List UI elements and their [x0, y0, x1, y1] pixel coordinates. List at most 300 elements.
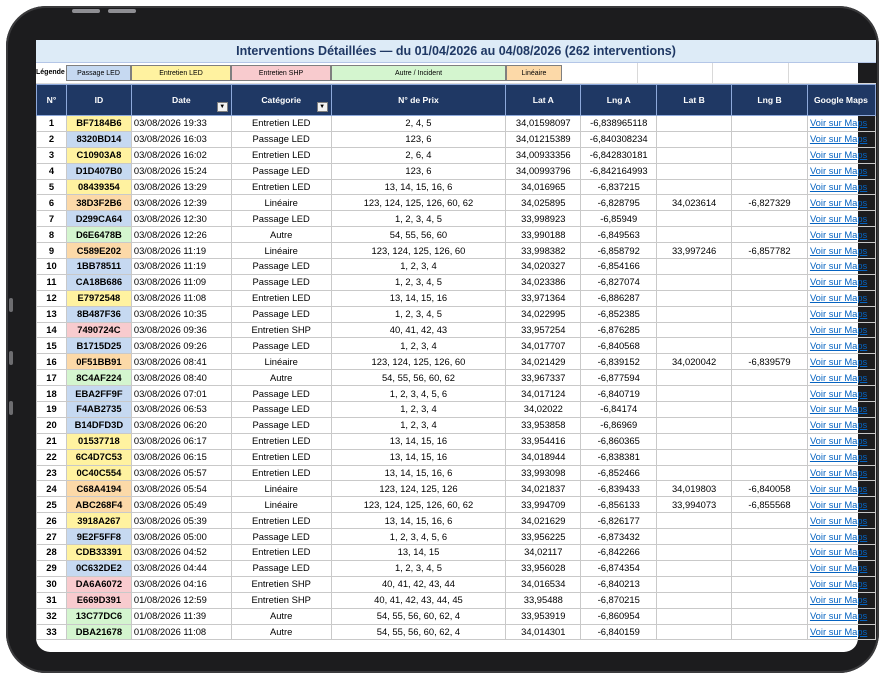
intervention-id[interactable]: 01537718 [66, 433, 131, 449]
date-cell[interactable]: 03/08/2026 09:26 [131, 338, 231, 354]
google-maps-link[interactable]: Voir sur Maps [807, 306, 875, 322]
prix-cell[interactable]: 1, 2, 3, 4, 5 [331, 560, 506, 576]
date-cell[interactable]: 01/08/2026 11:08 [131, 624, 231, 640]
lat-b-cell[interactable]: 34,023614 [657, 195, 732, 211]
date-cell[interactable]: 03/08/2026 16:02 [131, 147, 231, 163]
lng-a-cell[interactable]: -6,842164993 [581, 163, 657, 179]
intervention-id[interactable]: DA6A6072 [66, 576, 131, 592]
lat-b-cell[interactable] [657, 433, 732, 449]
date-cell[interactable]: 03/08/2026 11:08 [131, 290, 231, 306]
lng-b-cell[interactable]: -6,855568 [732, 497, 808, 513]
intervention-id[interactable]: 3918A267 [66, 513, 131, 529]
intervention-id[interactable]: 9E2F5FF8 [66, 529, 131, 545]
row-number[interactable]: 4 [37, 163, 67, 179]
filter-dropdown-icon[interactable]: ▼ [217, 102, 228, 112]
intervention-id[interactable]: D6E6478B [66, 227, 131, 243]
category-cell[interactable]: Entretien SHP [231, 576, 331, 592]
category-cell[interactable]: Passage LED [231, 560, 331, 576]
google-maps-link[interactable]: Voir sur Maps [807, 592, 875, 608]
prix-cell[interactable]: 123, 124, 125, 126 [331, 481, 506, 497]
category-cell[interactable]: Autre [231, 624, 331, 640]
lng-b-cell[interactable]: -6,840058 [732, 481, 808, 497]
row-number[interactable]: 19 [37, 402, 67, 418]
google-maps-link[interactable]: Voir sur Maps [807, 211, 875, 227]
prix-cell[interactable]: 1, 2, 3, 4 [331, 338, 506, 354]
intervention-id[interactable]: CDB33391 [66, 545, 131, 561]
category-cell[interactable]: Entretien LED [231, 116, 331, 132]
lng-b-cell[interactable] [732, 179, 808, 195]
lng-b-cell[interactable] [732, 290, 808, 306]
category-cell[interactable]: Passage LED [231, 386, 331, 402]
row-number[interactable]: 25 [37, 497, 67, 513]
lat-a-cell[interactable]: 34,017707 [506, 338, 581, 354]
category-cell[interactable]: Passage LED [231, 402, 331, 418]
row-number[interactable]: 28 [37, 545, 67, 561]
google-maps-link[interactable]: Voir sur Maps [807, 560, 875, 576]
lat-a-cell[interactable]: 33,990188 [506, 227, 581, 243]
lat-b-cell[interactable] [657, 259, 732, 275]
category-cell[interactable]: Entretien LED [231, 513, 331, 529]
row-number[interactable]: 29 [37, 560, 67, 576]
category-cell[interactable]: Entretien LED [231, 290, 331, 306]
intervention-id[interactable]: E669D391 [66, 592, 131, 608]
lng-a-cell[interactable]: -6,837215 [581, 179, 657, 195]
lng-a-cell[interactable]: -6,849563 [581, 227, 657, 243]
date-cell[interactable]: 03/08/2026 08:41 [131, 354, 231, 370]
date-cell[interactable]: 03/08/2026 08:40 [131, 370, 231, 386]
lng-a-cell[interactable]: -6,826177 [581, 513, 657, 529]
lng-b-cell[interactable] [732, 402, 808, 418]
lat-a-cell[interactable]: 33,956225 [506, 529, 581, 545]
prix-cell[interactable]: 40, 41, 42, 43 [331, 322, 506, 338]
lat-a-cell[interactable]: 34,016965 [506, 179, 581, 195]
row-number[interactable]: 33 [37, 624, 67, 640]
date-cell[interactable]: 03/08/2026 06:15 [131, 449, 231, 465]
lng-b-cell[interactable] [732, 465, 808, 481]
prix-cell[interactable]: 54, 55, 56, 60 [331, 227, 506, 243]
category-cell[interactable]: Linéaire [231, 354, 331, 370]
lng-a-cell[interactable]: -6,839152 [581, 354, 657, 370]
lng-a-cell[interactable]: -6,858792 [581, 243, 657, 259]
intervention-id[interactable]: 8320BD14 [66, 131, 131, 147]
date-cell[interactable]: 03/08/2026 05:57 [131, 465, 231, 481]
lng-b-cell[interactable] [732, 274, 808, 290]
date-cell[interactable]: 03/08/2026 05:39 [131, 513, 231, 529]
lng-a-cell[interactable]: -6,886287 [581, 290, 657, 306]
lng-b-cell[interactable] [732, 306, 808, 322]
prix-cell[interactable]: 13, 14, 15 [331, 545, 506, 561]
intervention-id[interactable]: ABC268F4 [66, 497, 131, 513]
row-number[interactable]: 24 [37, 481, 67, 497]
prix-cell[interactable]: 123, 124, 125, 126, 60, 62 [331, 497, 506, 513]
row-number[interactable]: 32 [37, 608, 67, 624]
col-header-lng-b[interactable]: Lng B [732, 85, 808, 116]
date-cell[interactable]: 03/08/2026 05:54 [131, 481, 231, 497]
lat-b-cell[interactable] [657, 402, 732, 418]
col-header-no[interactable]: N° [37, 85, 67, 116]
lng-a-cell[interactable]: -6,870215 [581, 592, 657, 608]
lng-b-cell[interactable] [732, 163, 808, 179]
intervention-id[interactable]: C68A4194 [66, 481, 131, 497]
lng-a-cell[interactable]: -6,838965118 [581, 116, 657, 132]
lat-a-cell[interactable]: 34,01598097 [506, 116, 581, 132]
lng-b-cell[interactable] [732, 576, 808, 592]
date-cell[interactable]: 03/08/2026 05:00 [131, 529, 231, 545]
lat-b-cell[interactable] [657, 179, 732, 195]
google-maps-link[interactable]: Voir sur Maps [807, 179, 875, 195]
lng-b-cell[interactable] [732, 322, 808, 338]
category-cell[interactable]: Entretien LED [231, 449, 331, 465]
lng-b-cell[interactable]: -6,857782 [732, 243, 808, 259]
prix-cell[interactable]: 123, 124, 125, 126, 60 [331, 354, 506, 370]
prix-cell[interactable]: 13, 14, 15, 16 [331, 449, 506, 465]
lat-b-cell[interactable] [657, 560, 732, 576]
lng-a-cell[interactable]: -6,852385 [581, 306, 657, 322]
category-cell[interactable]: Autre [231, 227, 331, 243]
lng-b-cell[interactable] [732, 608, 808, 624]
google-maps-link[interactable]: Voir sur Maps [807, 481, 875, 497]
lat-b-cell[interactable] [657, 465, 732, 481]
col-header-categorie[interactable] [231, 85, 331, 116]
google-maps-link[interactable]: Voir sur Maps [807, 354, 875, 370]
intervention-id[interactable]: 8B487F36 [66, 306, 131, 322]
prix-cell[interactable]: 123, 124, 125, 126, 60 [331, 243, 506, 259]
category-cell[interactable]: Entretien LED [231, 465, 331, 481]
google-maps-link[interactable]: Voir sur Maps [807, 576, 875, 592]
category-cell[interactable]: Entretien LED [231, 545, 331, 561]
row-number[interactable]: 13 [37, 306, 67, 322]
category-cell[interactable]: Linéaire [231, 243, 331, 259]
lat-a-cell[interactable]: 33,998382 [506, 243, 581, 259]
row-number[interactable]: 31 [37, 592, 67, 608]
date-cell[interactable]: 03/08/2026 13:29 [131, 179, 231, 195]
row-number[interactable]: 16 [37, 354, 67, 370]
category-cell[interactable]: Entretien LED [231, 179, 331, 195]
date-cell[interactable]: 03/08/2026 11:19 [131, 243, 231, 259]
lat-a-cell[interactable]: 34,02117 [506, 545, 581, 561]
date-cell[interactable]: 03/08/2026 06:53 [131, 402, 231, 418]
lat-a-cell[interactable]: 33,953858 [506, 417, 581, 433]
prix-cell[interactable]: 54, 55, 56, 60, 62, 4 [331, 624, 506, 640]
lng-a-cell[interactable]: -6,84174 [581, 402, 657, 418]
google-maps-link[interactable]: Voir sur Maps [807, 465, 875, 481]
lng-a-cell[interactable]: -6,85949 [581, 211, 657, 227]
lat-a-cell[interactable]: 34,021629 [506, 513, 581, 529]
date-cell[interactable]: 03/08/2026 12:30 [131, 211, 231, 227]
prix-cell[interactable]: 13, 14, 15, 16 [331, 290, 506, 306]
date-cell[interactable]: 03/08/2026 11:19 [131, 259, 231, 275]
intervention-id[interactable]: 7490724C [66, 322, 131, 338]
google-maps-link[interactable]: Voir sur Maps [807, 386, 875, 402]
col-header-lat-b[interactable]: Lat B [657, 85, 732, 116]
google-maps-link[interactable]: Voir sur Maps [807, 433, 875, 449]
row-number[interactable]: 23 [37, 465, 67, 481]
date-cell[interactable]: 03/08/2026 04:44 [131, 560, 231, 576]
lat-a-cell[interactable]: 34,022995 [506, 306, 581, 322]
lat-b-cell[interactable] [657, 386, 732, 402]
row-number[interactable]: 10 [37, 259, 67, 275]
google-maps-link[interactable]: Voir sur Maps [807, 513, 875, 529]
lat-a-cell[interactable]: 33,967337 [506, 370, 581, 386]
google-maps-link[interactable]: Voir sur Maps [807, 243, 875, 259]
lng-a-cell[interactable]: -6,828795 [581, 195, 657, 211]
category-cell[interactable]: Entretien SHP [231, 322, 331, 338]
category-cell[interactable]: Entretien LED [231, 147, 331, 163]
lng-b-cell[interactable] [732, 624, 808, 640]
intervention-id[interactable]: C10903A8 [66, 147, 131, 163]
google-maps-link[interactable]: Voir sur Maps [807, 402, 875, 418]
lat-b-cell[interactable] [657, 545, 732, 561]
prix-cell[interactable]: 1, 2, 3, 4 [331, 259, 506, 275]
google-maps-link[interactable]: Voir sur Maps [807, 338, 875, 354]
date-cell[interactable]: 03/08/2026 06:20 [131, 417, 231, 433]
google-maps-link[interactable]: Voir sur Maps [807, 131, 875, 147]
lng-b-cell[interactable] [732, 131, 808, 147]
lng-a-cell[interactable]: -6,840159 [581, 624, 657, 640]
lat-b-cell[interactable] [657, 417, 732, 433]
date-cell[interactable]: 01/08/2026 11:39 [131, 608, 231, 624]
lat-b-cell[interactable] [657, 529, 732, 545]
lng-a-cell[interactable]: -6,873432 [581, 529, 657, 545]
prix-cell[interactable]: 1, 2, 3, 4 [331, 402, 506, 418]
intervention-id[interactable]: D299CA64 [66, 211, 131, 227]
intervention-id[interactable]: D1D407B0 [66, 163, 131, 179]
category-cell[interactable]: Autre [231, 608, 331, 624]
date-cell[interactable]: 03/08/2026 04:52 [131, 545, 231, 561]
intervention-id[interactable]: 1BB78511 [66, 259, 131, 275]
intervention-id[interactable]: BF7184B6 [66, 116, 131, 132]
col-header-google-maps[interactable]: Google Maps [807, 85, 875, 116]
lat-a-cell[interactable]: 34,016534 [506, 576, 581, 592]
lat-b-cell[interactable] [657, 449, 732, 465]
lat-a-cell[interactable]: 33,994709 [506, 497, 581, 513]
lat-a-cell[interactable]: 33,956028 [506, 560, 581, 576]
category-cell[interactable]: Passage LED [231, 306, 331, 322]
lat-a-cell[interactable]: 34,018944 [506, 449, 581, 465]
date-cell[interactable]: 03/08/2026 12:39 [131, 195, 231, 211]
col-header-prix[interactable]: N° de Prix [331, 85, 506, 116]
lng-b-cell[interactable] [732, 433, 808, 449]
google-maps-link[interactable]: Voir sur Maps [807, 449, 875, 465]
lng-b-cell[interactable]: -6,827329 [732, 195, 808, 211]
intervention-id[interactable]: 8C4AF224 [66, 370, 131, 386]
category-cell[interactable]: Passage LED [231, 163, 331, 179]
col-header-lng-a[interactable]: Lng A [581, 85, 657, 116]
row-number[interactable]: 5 [37, 179, 67, 195]
row-number[interactable]: 27 [37, 529, 67, 545]
lat-b-cell[interactable] [657, 624, 732, 640]
col-header-date[interactable] [131, 85, 231, 116]
lng-b-cell[interactable] [732, 417, 808, 433]
lng-a-cell[interactable]: -6,856133 [581, 497, 657, 513]
lng-a-cell[interactable]: -6,876285 [581, 322, 657, 338]
intervention-id[interactable]: EBA2FF9F [66, 386, 131, 402]
col-header-lat-a[interactable]: Lat A [506, 85, 581, 116]
intervention-id[interactable]: 38D3F2B6 [66, 195, 131, 211]
lng-a-cell[interactable]: -6,852466 [581, 465, 657, 481]
intervention-id[interactable]: B1715D25 [66, 338, 131, 354]
intervention-id[interactable]: C589E202 [66, 243, 131, 259]
date-cell[interactable]: 03/08/2026 10:35 [131, 306, 231, 322]
row-number[interactable]: 7 [37, 211, 67, 227]
lat-a-cell[interactable]: 33,998923 [506, 211, 581, 227]
intervention-id[interactable]: E7972548 [66, 290, 131, 306]
lat-b-cell[interactable] [657, 211, 732, 227]
prix-cell[interactable]: 40, 41, 42, 43, 44 [331, 576, 506, 592]
lng-a-cell[interactable]: -6,839433 [581, 481, 657, 497]
google-maps-link[interactable]: Voir sur Maps [807, 116, 875, 132]
lng-b-cell[interactable] [732, 545, 808, 561]
prix-cell[interactable]: 1, 2, 3, 4 [331, 417, 506, 433]
lng-b-cell[interactable] [732, 338, 808, 354]
category-cell[interactable]: Passage LED [231, 529, 331, 545]
lat-b-cell[interactable] [657, 322, 732, 338]
lng-b-cell[interactable] [732, 560, 808, 576]
google-maps-link[interactable]: Voir sur Maps [807, 147, 875, 163]
category-cell[interactable]: Passage LED [231, 274, 331, 290]
date-cell[interactable]: 03/08/2026 04:16 [131, 576, 231, 592]
lat-b-cell[interactable] [657, 290, 732, 306]
intervention-id[interactable]: 08439354 [66, 179, 131, 195]
lng-a-cell[interactable]: -6,86969 [581, 417, 657, 433]
lat-a-cell[interactable]: 34,023386 [506, 274, 581, 290]
date-cell[interactable]: 03/08/2026 12:26 [131, 227, 231, 243]
col-header-id[interactable]: ID [66, 85, 131, 116]
google-maps-link[interactable]: Voir sur Maps [807, 370, 875, 386]
lat-b-cell[interactable] [657, 131, 732, 147]
google-maps-link[interactable]: Voir sur Maps [807, 545, 875, 561]
lng-b-cell[interactable] [732, 211, 808, 227]
prix-cell[interactable]: 1, 2, 3, 4, 5 [331, 306, 506, 322]
intervention-id[interactable]: B14DFD3D [66, 417, 131, 433]
lng-a-cell[interactable]: -6,840719 [581, 386, 657, 402]
prix-cell[interactable]: 40, 41, 42, 43, 44, 45 [331, 592, 506, 608]
row-number[interactable]: 20 [37, 417, 67, 433]
row-number[interactable]: 18 [37, 386, 67, 402]
row-number[interactable]: 2 [37, 131, 67, 147]
row-number[interactable]: 22 [37, 449, 67, 465]
google-maps-link[interactable]: Voir sur Maps [807, 274, 875, 290]
lat-b-cell[interactable] [657, 592, 732, 608]
lat-b-cell[interactable] [657, 513, 732, 529]
lat-b-cell[interactable] [657, 274, 732, 290]
prix-cell[interactable]: 13, 14, 15, 16 [331, 433, 506, 449]
category-cell[interactable]: Passage LED [231, 131, 331, 147]
prix-cell[interactable]: 123, 6 [331, 131, 506, 147]
row-number[interactable]: 17 [37, 370, 67, 386]
row-number[interactable]: 11 [37, 274, 67, 290]
lat-a-cell[interactable]: 34,021837 [506, 481, 581, 497]
lat-a-cell[interactable]: 33,993098 [506, 465, 581, 481]
google-maps-link[interactable]: Voir sur Maps [807, 195, 875, 211]
lat-b-cell[interactable]: 33,994073 [657, 497, 732, 513]
lng-a-cell[interactable]: -6,874354 [581, 560, 657, 576]
date-cell[interactable]: 03/08/2026 06:17 [131, 433, 231, 449]
lng-b-cell[interactable] [732, 147, 808, 163]
lat-a-cell[interactable]: 34,02022 [506, 402, 581, 418]
row-number[interactable]: 30 [37, 576, 67, 592]
lng-a-cell[interactable]: -6,840213 [581, 576, 657, 592]
lat-a-cell[interactable]: 34,01215389 [506, 131, 581, 147]
prix-cell[interactable]: 2, 6, 4 [331, 147, 506, 163]
prix-cell[interactable]: 13, 14, 15, 16, 6 [331, 465, 506, 481]
google-maps-link[interactable]: Voir sur Maps [807, 322, 875, 338]
category-cell[interactable]: Entretien SHP [231, 592, 331, 608]
lat-a-cell[interactable]: 34,014301 [506, 624, 581, 640]
prix-cell[interactable]: 13, 14, 15, 16, 6 [331, 513, 506, 529]
google-maps-link[interactable]: Voir sur Maps [807, 497, 875, 513]
row-number[interactable]: 21 [37, 433, 67, 449]
row-number[interactable]: 14 [37, 322, 67, 338]
lng-a-cell[interactable]: -6,877594 [581, 370, 657, 386]
lng-a-cell[interactable]: -6,827074 [581, 274, 657, 290]
row-number[interactable]: 8 [37, 227, 67, 243]
lat-a-cell[interactable]: 33,95488 [506, 592, 581, 608]
prix-cell[interactable]: 13, 14, 15, 16, 6 [331, 179, 506, 195]
intervention-id[interactable]: DBA21678 [66, 624, 131, 640]
prix-cell[interactable]: 54, 55, 56, 60, 62 [331, 370, 506, 386]
lat-a-cell[interactable]: 34,00993796 [506, 163, 581, 179]
row-number[interactable]: 12 [37, 290, 67, 306]
date-cell[interactable]: 03/08/2026 16:03 [131, 131, 231, 147]
intervention-id[interactable]: CA18B686 [66, 274, 131, 290]
google-maps-link[interactable]: Voir sur Maps [807, 163, 875, 179]
category-cell[interactable]: Linéaire [231, 195, 331, 211]
lat-b-cell[interactable] [657, 338, 732, 354]
lng-b-cell[interactable] [732, 116, 808, 132]
lat-a-cell[interactable]: 34,017124 [506, 386, 581, 402]
category-cell[interactable]: Passage LED [231, 417, 331, 433]
lat-a-cell[interactable]: 33,957254 [506, 322, 581, 338]
date-cell[interactable]: 03/08/2026 05:49 [131, 497, 231, 513]
lat-a-cell[interactable]: 34,025895 [506, 195, 581, 211]
date-cell[interactable]: 03/08/2026 07:01 [131, 386, 231, 402]
row-number[interactable]: 3 [37, 147, 67, 163]
lat-b-cell[interactable] [657, 147, 732, 163]
category-cell[interactable]: Passage LED [231, 259, 331, 275]
lng-b-cell[interactable] [732, 449, 808, 465]
lng-a-cell[interactable]: -6,842266 [581, 545, 657, 561]
prix-cell[interactable]: 2, 4, 5 [331, 116, 506, 132]
category-cell[interactable]: Autre [231, 370, 331, 386]
prix-cell[interactable]: 1, 2, 3, 4, 5 [331, 274, 506, 290]
lng-b-cell[interactable]: -6,839579 [732, 354, 808, 370]
google-maps-link[interactable]: Voir sur Maps [807, 259, 875, 275]
lat-b-cell[interactable] [657, 608, 732, 624]
row-number[interactable]: 9 [37, 243, 67, 259]
prix-cell[interactable]: 123, 6 [331, 163, 506, 179]
lat-a-cell[interactable]: 33,954416 [506, 433, 581, 449]
lat-a-cell[interactable]: 33,971364 [506, 290, 581, 306]
lng-a-cell[interactable]: -6,840308234 [581, 131, 657, 147]
lat-b-cell[interactable]: 34,019803 [657, 481, 732, 497]
lat-a-cell[interactable]: 34,020327 [506, 259, 581, 275]
lng-b-cell[interactable] [732, 513, 808, 529]
google-maps-link[interactable]: Voir sur Maps [807, 417, 875, 433]
lng-b-cell[interactable] [732, 259, 808, 275]
intervention-id[interactable]: 0C632DE2 [66, 560, 131, 576]
lat-b-cell[interactable]: 33,997246 [657, 243, 732, 259]
google-maps-link[interactable]: Voir sur Maps [807, 290, 875, 306]
filter-dropdown-icon[interactable]: ▼ [317, 102, 328, 112]
prix-cell[interactable]: 1, 2, 3, 4, 5 [331, 211, 506, 227]
category-cell[interactable]: Passage LED [231, 338, 331, 354]
row-number[interactable]: 6 [37, 195, 67, 211]
prix-cell[interactable]: 123, 124, 125, 126, 60, 62 [331, 195, 506, 211]
category-cell[interactable]: Entretien LED [231, 433, 331, 449]
intervention-id[interactable]: 13C77DC6 [66, 608, 131, 624]
lng-a-cell[interactable]: -6,860954 [581, 608, 657, 624]
